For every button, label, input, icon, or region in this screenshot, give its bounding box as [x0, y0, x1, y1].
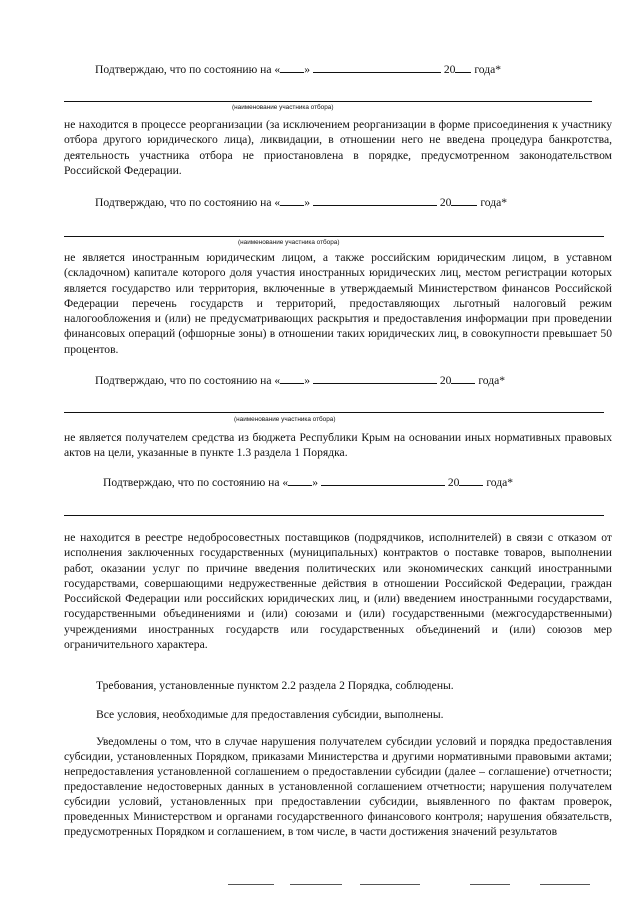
participant-name-line-4 — [64, 515, 604, 516]
day-blank — [280, 373, 304, 384]
footer-scan-line-1 — [228, 884, 274, 885]
footer-scan-line-2 — [290, 884, 342, 885]
confirmation-line-2 — [95, 195, 507, 210]
year-prefix: 20 — [439, 374, 452, 387]
confirmation-line-4 — [103, 475, 513, 490]
paragraph-registry: не находится в реестре недобросовестных поставщиков (подрядчиков, исполнителей) в связи с отказом от исполнения заключенных государственных (муниципальных) контрактов о поставке товаров, выполнении работ, оказании услуг по причине введения политических или экономических санкций иностранными государствами, совершающими недружественные действия в отношении Российской Федерации, граждан Российской Федерации или российских юридических лиц, и (или) введением иностранными государствами, государственными объединениями и (или) союзами и (или) государственными (межгосударственными) учреждениями иностранных государств или государственных объединений и (или) союзов мер ограничительного характера. — [64, 531, 612, 652]
confirmation-text: Подтверждаю, что по состоянию на « — [95, 374, 281, 387]
month-blank — [313, 195, 437, 206]
year-blank — [451, 195, 477, 206]
paragraph-reorganization: не находится в процессе реорганизации (за исключением реорганизации в форме присоединения к участнику отбора другого юридического лица), ликвидации, в отношении него не введена процедура банкротства, деятельность участника отбора не приостановлена в порядке, предусмотренном законодательством Российской Федерации. — [64, 118, 612, 177]
quote-close: » — [304, 374, 311, 387]
participant-name-line-1 — [64, 101, 592, 102]
year-suffix: года* — [486, 476, 514, 489]
quote-close: » — [312, 476, 319, 489]
year-suffix: года* — [474, 63, 502, 76]
year-suffix: года* — [478, 374, 506, 387]
year-prefix: 20 — [443, 63, 456, 76]
confirmation-text: Подтверждаю, что по состоянию на « — [95, 63, 281, 76]
day-blank — [280, 195, 304, 206]
footer-scan-line-3 — [360, 884, 420, 885]
month-blank — [313, 373, 437, 384]
conditions-statement: Все условия, необходимые для предоставления субсидии, выполнены. — [96, 708, 444, 721]
paragraph-foreign-entity: не является иностранным юридическим лицом, а также российским юридическим лицом, в уставном (складочном) капитале которого доля участия иностранных юридических лиц, местом регистрации которых является государство или территория, включенные в утверждаемый Министерством финансов Российской Федерации перечень государств и территорий, предоставляющих льготный налоговый режим налогообложения и (или) не предусматривающих раскрытия и предоставления информации при проведении финансовых операций (офшорные зоны) в отношении таких юридических лиц, в совокупности превышает 50 процентов. — [64, 251, 612, 356]
year-blank — [459, 475, 483, 486]
confirmation-line-1 — [95, 62, 501, 77]
month-blank — [313, 62, 441, 73]
quote-close: » — [304, 196, 311, 209]
participant-name-line-3 — [64, 412, 604, 413]
footer-scan-line-5 — [540, 884, 590, 885]
year-prefix: 20 — [447, 476, 460, 489]
participant-name-caption-3: (наименование участника отбора) — [234, 416, 336, 423]
confirmation-text: Подтверждаю, что по состоянию на « — [103, 476, 289, 489]
participant-name-line-2 — [64, 236, 604, 237]
paragraph-budget: не является получателем средства из бюджета Республики Крым на основании иных нормативных правовых актов на цели, указанные в пункте 1.3 раздела 1 Порядка. — [64, 431, 612, 460]
year-suffix: года* — [480, 196, 508, 209]
confirmation-text: Подтверждаю, что по состоянию на « — [95, 196, 281, 209]
participant-name-caption-1: (наименование участника отбора) — [232, 104, 334, 111]
participant-name-caption-2: (наименование участника отбора) — [238, 239, 340, 246]
footer-scan-line-4 — [470, 884, 510, 885]
quote-close: » — [304, 63, 311, 76]
paragraph-notified: Уведомлены о том, что в случае нарушения получателем субсидии условий и порядка предоставления субсидии, установленных Порядком, приказами Министерства и другими нормативными правовыми актами; непредоставления установленной соглашением о предоставлении субсидии (далее – соглашение) отчетности; предоставление недостоверных данных в установленной соглашением отчетности; нарушения получателем субсидии условий, установленных при предоставлении субсидии, выявленного по фактам проверок, проведенных Министерством и органами государственного финансового контроля; нарушения обязательств, предусмотренных Порядком и соглашением, в том числе, в части достижения значений результатов — [64, 735, 612, 838]
year-blank — [455, 62, 471, 73]
requirements-statement: Требования, установленные пунктом 2.2 раздела 2 Порядка, соблюдены. — [96, 679, 454, 692]
year-prefix: 20 — [439, 196, 452, 209]
confirmation-line-3 — [95, 373, 505, 388]
month-blank — [321, 475, 445, 486]
day-blank — [280, 62, 304, 73]
year-blank — [451, 373, 475, 384]
day-blank — [288, 475, 312, 486]
